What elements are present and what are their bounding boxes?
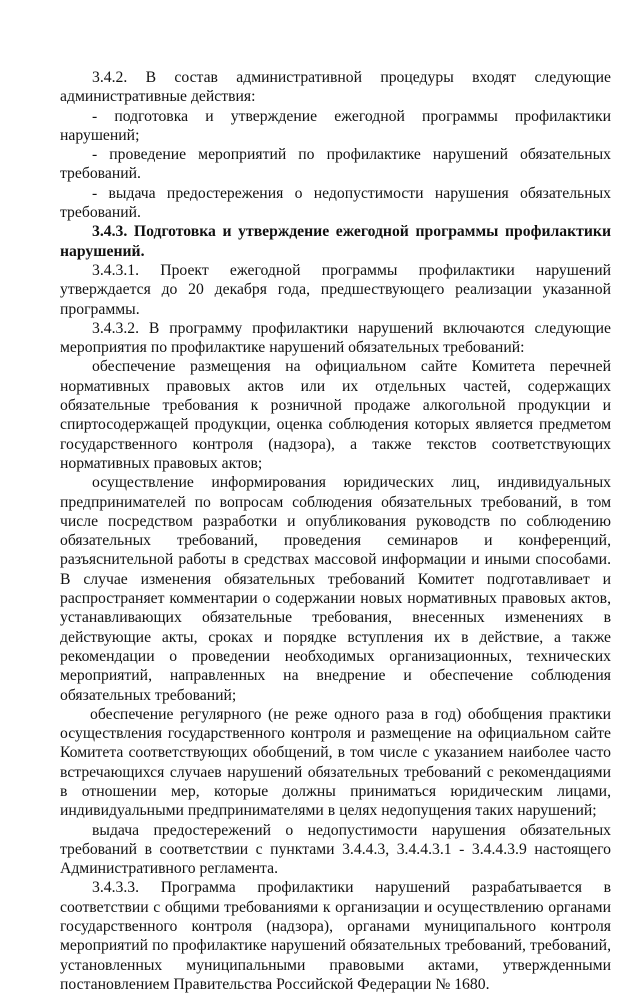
measure-publication: обеспечение размещения на официальном сайте Комитета перечней нормативных правовых актов или их отдельных частей, содержащих обязательные требования к розничной продаже алкогольной продукции и спиртосодержащей продукции, оценка соблюдения которых является предметом государственного контроля (надзора), а также текстов соответствующих нормативных правовых актов; xyxy=(60,358,611,472)
paragraph-3-4-3-2: 3.4.3.2. В программу профилактики нарушений включаются следующие мероприятия по профилактике нарушений обязательных требований: xyxy=(60,319,611,357)
measure-practice-generalization: обеспечение регулярного (не реже одного раза в год) обобщения практики осуществления государственного контроля и размещение на официальном сайте Комитета соответствующих обобщений, в том числе с указанием наиболее часто встречающихся случаев нарушений обязательных требований с рекомендациями в отношении мер, которые должны приниматься юридическим лицами, индивидуальными предпринимателями в целях недопущения таких нарушений; xyxy=(60,705,611,820)
measure-informing: осуществление информирования юридических лиц, индивидуальных предпринимателей по вопросам соблюдения обязательных требований, в том числе посредством разработки и опубликования руководств по соблюдению обязательных требований, проведения семинаров и конференций, разъяснительной работы в средствах массовой информации и иными способами. В случае изменения обязательных требований Комитет подготавливает и распространяет комментарии о содержании новых нормативных правовых актов, устанавливающих обязательные требования, внесенных изменениях в действующие акты, сроках и порядке вступления их в действие, а также рекомендации о проведении необходимых организационных, технических мероприятий, направленных на внедрение и обеспечение соблюдения обязательных требований; xyxy=(60,474,611,704)
paragraph-3-4-3-1: 3.4.3.1. Проект ежегодной программы профилактики нарушений утверждается до 20 декабря года, предшествующего реализации указанной программы. xyxy=(60,261,611,318)
paragraph-3-4-3-3: 3.4.3.3. Программа профилактики нарушений разрабатывается в соответствии с общими требованиями к организации и осуществлению органами государственного контроля (надзора), органами муниципального контроля мероприятий по профилактике нарушений обязательных требований, требований, установленных муниципальными правовыми актами, утвержденными постановлением Правительства Российской Федерации № 1680. xyxy=(60,879,611,993)
list-item-warning-issuance: - выдача предостережения о недопустимости нарушения обязательных требований. xyxy=(60,184,611,222)
list-item-prevention-measures: - проведение мероприятий по профилактике нарушений обязательных требований. xyxy=(60,146,611,183)
section-heading-3-4-3: 3.4.3. Подготовка и утверждение ежегодной программы профилактики нарушений. xyxy=(60,223,611,260)
document-page xyxy=(60,68,611,994)
measure-warnings: выдача предостережений о недопустимости нарушения обязательных требований в соответствии с пунктами 3.4.4.3, 3.4.4.3.1 - 3.4.4.3.9 настоящего Административного регламента. xyxy=(60,821,611,878)
list-item-program-approval: - подготовка и утверждение ежегодной программы профилактики нарушений; xyxy=(60,107,611,144)
paragraph-3-4-2: 3.4.2. В состав административной процедуры входят следующие административные действия: xyxy=(60,69,611,106)
